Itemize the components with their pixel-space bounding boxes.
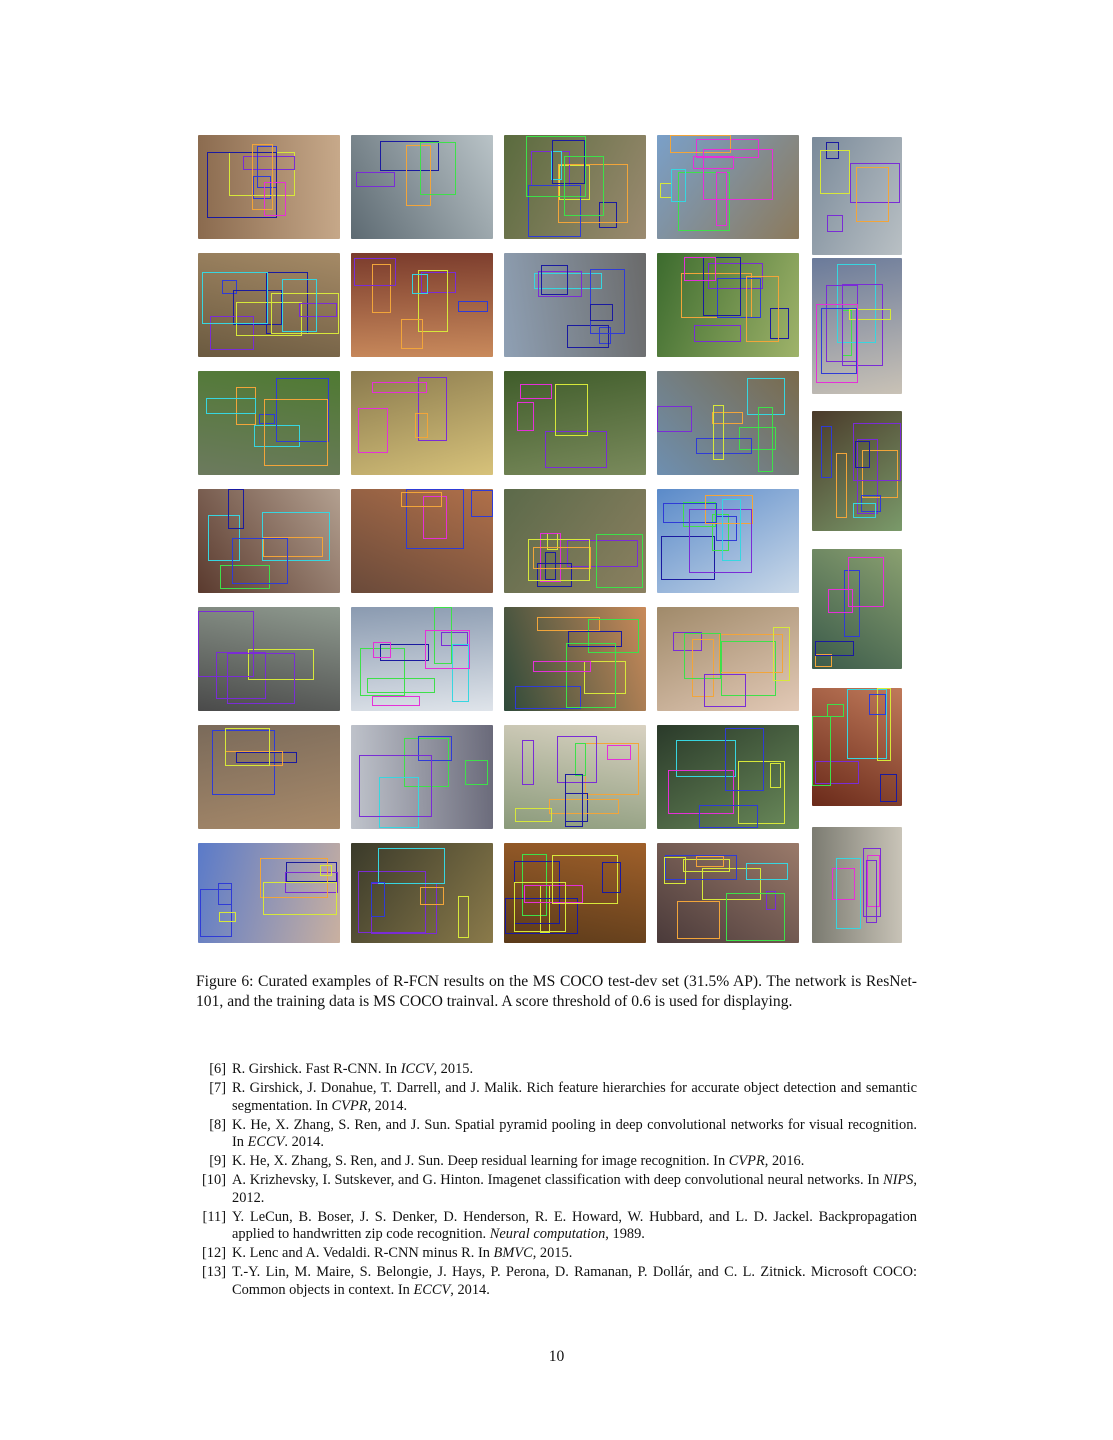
- detection-box: [401, 492, 441, 507]
- detection-example-image: [351, 135, 493, 239]
- detection-box: [812, 716, 831, 785]
- detection-box: [541, 265, 569, 295]
- reference-number: [13]: [202, 1264, 226, 1281]
- reference-text: A. Krizhevsky, I. Sutskever, and G. Hinton. Imagenet classification with deep convolutional neural networks. In: [232, 1172, 883, 1189]
- detection-example-image: [812, 137, 902, 255]
- reference-text: , 2014.: [450, 1281, 490, 1298]
- detection-box: [815, 641, 854, 656]
- detection-box: [704, 674, 745, 707]
- detection-example-image: [812, 827, 902, 943]
- detection-example-image: [351, 371, 493, 475]
- reference-text: , 1989.: [605, 1226, 645, 1243]
- detection-box: [855, 441, 870, 468]
- detection-box: [219, 912, 236, 923]
- detection-box: [590, 269, 624, 333]
- detection-example-image: [812, 258, 902, 394]
- detection-example-image: [198, 607, 340, 711]
- detection-example-image: [657, 371, 799, 475]
- detection-example-image: [351, 489, 493, 593]
- detection-example-image: [198, 371, 340, 475]
- detection-box: [358, 408, 388, 453]
- reference-item: [196, 1153, 917, 1171]
- detection-box: [664, 857, 686, 884]
- reference-text: . 2014.: [284, 1134, 324, 1151]
- detection-box: [514, 882, 566, 932]
- reference-venue: ECCV: [247, 1134, 285, 1151]
- detection-box: [773, 627, 789, 682]
- detection-box: [657, 406, 692, 432]
- reference-item: [196, 1245, 917, 1263]
- detection-box: [689, 509, 753, 574]
- detection-box: [607, 745, 631, 761]
- detection-box: [373, 642, 391, 659]
- detection-box: [671, 169, 687, 202]
- detection-box: [522, 740, 534, 785]
- detection-box: [202, 272, 268, 323]
- detection-box: [252, 144, 273, 210]
- page-number: 10: [548, 1348, 565, 1365]
- reference-text: , 2016.: [764, 1153, 805, 1170]
- detection-example-image: [351, 607, 493, 711]
- detection-box: [264, 399, 328, 466]
- detection-box: [282, 279, 317, 332]
- detection-example-image: [504, 371, 646, 475]
- reference-text: , 2015.: [433, 1061, 474, 1077]
- reference-item: [196, 1209, 917, 1244]
- detection-box: [528, 539, 590, 581]
- detection-box: [827, 215, 842, 232]
- detection-example-image: [351, 725, 493, 829]
- reference-text: , 2014.: [367, 1097, 408, 1114]
- detection-box: [746, 863, 788, 880]
- detection-box: [517, 402, 534, 431]
- detection-example-image: [198, 843, 340, 943]
- detection-example-image: [504, 135, 646, 239]
- detection-box: [198, 611, 253, 677]
- detection-box: [225, 728, 270, 766]
- detection-box: [263, 882, 336, 915]
- reference-text: K. He, X. Zhang, S. Ren, and J. Sun. Spatial pyramid pooling in deep convolutional networks for visual recognition. In: [232, 1116, 917, 1151]
- detection-example-image: [657, 843, 799, 943]
- detection-box: [412, 274, 427, 293]
- detection-example-image: [504, 843, 646, 943]
- detection-example-image: [198, 489, 340, 593]
- detection-box: [425, 630, 470, 669]
- detection-box: [746, 276, 778, 342]
- detection-box: [458, 301, 488, 312]
- detection-box: [699, 805, 758, 828]
- reference-text: Y. LeCun, B. Boser, J. S. Denker, D. Henderson, R. E. Howard, W. Hubbard, and L. D. Jackel. Backpropagation applied to handwritten zip code recognition.: [232, 1208, 917, 1243]
- detection-box: [596, 534, 643, 588]
- detection-box: [820, 150, 850, 193]
- detection-box: [565, 774, 582, 826]
- detection-example-image: [812, 549, 902, 669]
- reference-text: K. He, X. Zhang, S. Ren, and J. Sun. Deep residual learning for image recognition. In: [232, 1153, 729, 1170]
- detection-example-image: [504, 253, 646, 357]
- reference-item: [196, 1061, 917, 1079]
- detection-example-image: [657, 253, 799, 357]
- reference-text: K. Lenc and A. Vedaldi. R-CNN minus R. In: [232, 1245, 494, 1262]
- reference-number: [9]: [209, 1153, 226, 1170]
- reference-number: [8]: [209, 1116, 226, 1133]
- detection-box: [677, 901, 721, 939]
- detection-box: [684, 633, 721, 679]
- reference-number: [10]: [202, 1172, 226, 1189]
- reference-item: [196, 1080, 917, 1115]
- reference-text: R. Girshick, J. Donahue, T. Darrell, and J. Malik. Rich feature hierarchies for accurate object detection and semantic segmentation. In: [232, 1079, 917, 1114]
- detection-box: [520, 384, 553, 399]
- detection-example-image: [504, 725, 646, 829]
- figure-caption: Figure 6: Curated examples of R-FCN results on the MS COCO test-dev set (31.5% AP). The network is ResNet-101, and the training data is MS COCO trainval. A score threshold of 0.6 is used for displaying.: [196, 973, 917, 1010]
- detection-box: [371, 882, 385, 918]
- detection-example-image: [198, 253, 340, 357]
- detection-box: [880, 774, 898, 802]
- detection-example-image: [351, 253, 493, 357]
- reference-venue: Neural computation: [489, 1226, 606, 1243]
- detection-box: [549, 799, 619, 814]
- reference-number: [12]: [202, 1245, 226, 1262]
- reference-venue: CVPR: [331, 1097, 368, 1114]
- reference-venue: NIPS: [883, 1172, 914, 1189]
- reference-venue: CVPR: [728, 1153, 765, 1170]
- detection-box: [458, 896, 469, 938]
- detection-box: [856, 167, 889, 222]
- detection-box: [401, 319, 422, 349]
- detection-box: [866, 860, 877, 923]
- detection-example-image: [198, 135, 340, 239]
- detection-box: [515, 808, 552, 822]
- reference-item: [196, 1172, 917, 1207]
- detection-example-image: [657, 607, 799, 711]
- reference-text: , 2015.: [532, 1245, 573, 1262]
- detection-box: [372, 696, 420, 706]
- detection-box: [836, 858, 861, 929]
- detection-box: [602, 862, 621, 893]
- detection-box: [420, 887, 444, 905]
- detection-example-image: [812, 688, 902, 806]
- reference-text: R. Girshick. Fast R-CNN. In: [232, 1061, 401, 1077]
- reference-item: [196, 1117, 917, 1152]
- detection-box: [827, 704, 845, 718]
- detection-box: [206, 398, 256, 414]
- detection-box: [684, 257, 716, 281]
- detection-box: [722, 499, 741, 561]
- detection-box: [372, 382, 427, 393]
- detection-box: [555, 384, 588, 436]
- detection-box: [415, 413, 429, 438]
- detection-box: [566, 643, 617, 708]
- detection-box: [590, 304, 613, 322]
- reference-text: T.-Y. Lin, M. Maire, S. Belongie, J. Hays, P. Perona, D. Ramanan, P. Dollár, and C. L. Zitnick. Microsoft COCO: Common objects in context. In: [232, 1264, 917, 1298]
- detection-example-image: [812, 411, 902, 531]
- detection-box: [228, 489, 244, 529]
- detection-box: [354, 258, 397, 287]
- detection-box: [420, 142, 456, 195]
- detection-box: [713, 405, 724, 460]
- detection-box: [694, 325, 740, 342]
- reference-item: [196, 1264, 917, 1299]
- reference-list: [196, 1061, 917, 1301]
- detection-box: [848, 557, 884, 607]
- detection-box: [726, 893, 785, 942]
- reference-number: [7]: [209, 1079, 226, 1096]
- detection-box: [232, 538, 288, 584]
- detection-box: [821, 426, 832, 478]
- detection-box: [836, 453, 847, 518]
- detection-box: [853, 503, 875, 517]
- detection-box: [320, 865, 332, 877]
- reference-number: [6]: [209, 1061, 226, 1077]
- reference-venue: ECCV: [413, 1281, 451, 1298]
- detection-box: [545, 431, 607, 467]
- detection-box: [471, 490, 493, 517]
- detection-box: [821, 308, 857, 374]
- detection-box: [533, 661, 591, 672]
- detection-box: [526, 136, 587, 197]
- detection-box: [378, 848, 445, 884]
- detection-box: [869, 694, 886, 715]
- detection-example-image: [504, 607, 646, 711]
- detection-box: [758, 407, 773, 472]
- detection-example-image: [657, 135, 799, 239]
- detection-example-image: [198, 725, 340, 829]
- detection-box: [703, 149, 772, 200]
- detection-box: [359, 755, 432, 817]
- detection-box: [725, 728, 764, 791]
- reference-text: , 2012.: [232, 1172, 917, 1206]
- detection-example-image: [657, 725, 799, 829]
- detection-example-image: [351, 843, 493, 943]
- reference-venue: ICCV: [400, 1061, 434, 1077]
- detection-example-image: [504, 489, 646, 593]
- reference-venue: BMVC: [493, 1245, 533, 1262]
- detection-box: [465, 760, 489, 786]
- reference-number: [11]: [202, 1208, 226, 1225]
- detection-box: [356, 172, 395, 187]
- detection-example-image: [657, 489, 799, 593]
